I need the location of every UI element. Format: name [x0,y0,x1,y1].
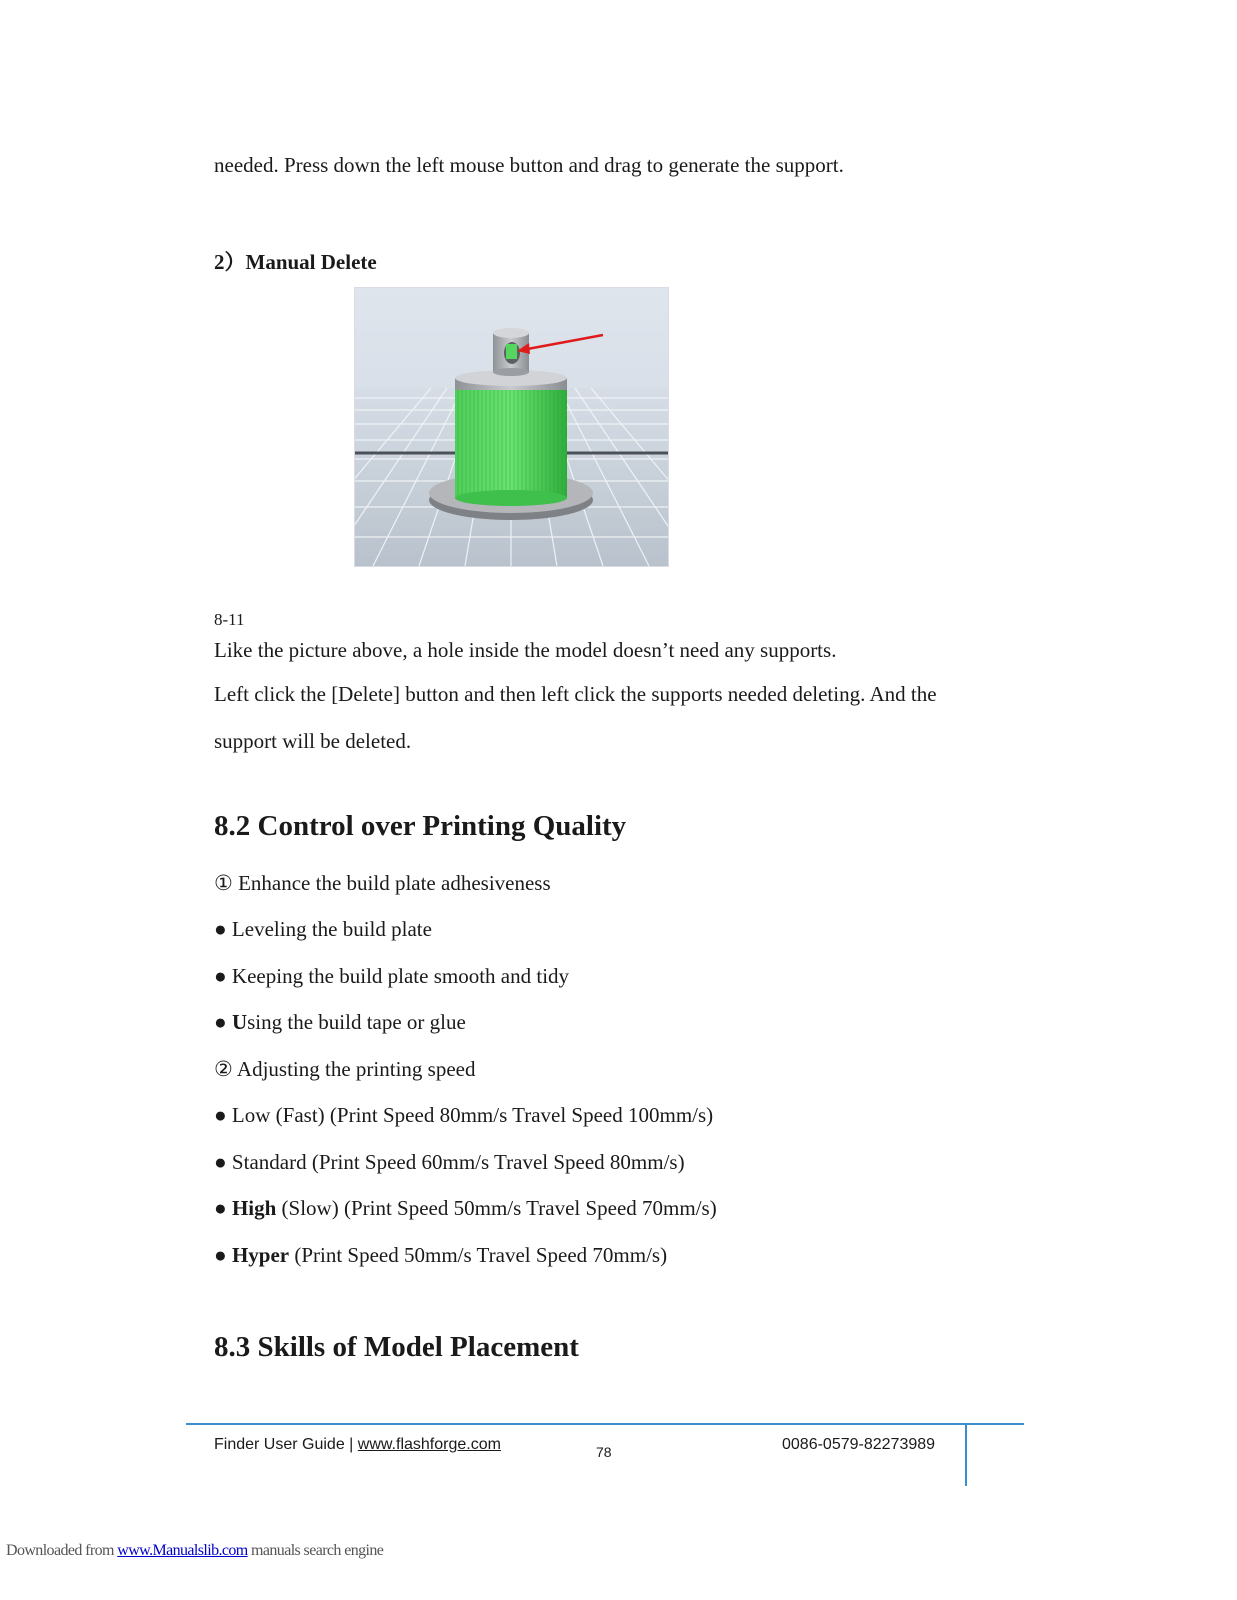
manual-delete-figure [354,287,669,567]
list-item-high-text: (Slow) (Print Speed 50mm/s Travel Speed 70mm/s) [276,1196,717,1220]
footer-vertical-rule [965,1424,967,1486]
manualslib-link[interactable]: www.Manualslib.com [117,1542,248,1559]
paragraph-hole: Like the picture above, a hole inside the model doesn’t need any supports. [214,638,837,662]
heading-control-quality: 8.2 Control over Printing Quality [214,810,627,842]
figure-caption: 8-11 [214,610,245,629]
list-item-standard: ● Standard (Print Speed 60mm/s Travel Speed 80mm/s) [214,1150,685,1174]
manual-delete-heading: 2）Manual Delete [214,250,377,274]
list-item-tape-text: sing the build tape or glue [247,1010,466,1034]
list-item-adhesiveness: ① Enhance the build plate adhesiveness [214,871,551,895]
paragraph-delete-2: support will be deleted. [214,729,412,753]
list-item-leveling: ● Leveling the build plate [214,917,432,941]
list-item-hyper [214,1243,667,1267]
bullet: ● [214,1010,232,1034]
download-suffix: manuals search engine [247,1542,384,1559]
footer-phone: 0086-0579-82273989 [782,1436,936,1453]
speed-name-hyper: Hyper [231,1243,290,1267]
bullet: ● [214,1196,232,1220]
list-item-smooth: ● Keeping the build plate smooth and tidy [214,964,570,988]
footer-guide-label: Finder User Guide | [214,1436,358,1453]
page-number: 78 [596,1444,612,1460]
list-item-low: ● Low (Fast) (Print Speed 80mm/s Travel Speed 100mm/s) [214,1103,714,1127]
footer-guide [214,1436,501,1454]
heading-model-placement: 8.3 Skills of Model Placement [214,1331,579,1363]
list-item-tape [214,1010,466,1034]
list-item-speed: ② Adjusting the printing speed [214,1057,476,1081]
speed-name-high: High [231,1196,277,1220]
footer-website-link[interactable]: www.flashforge.com [357,1436,501,1453]
download-prefix: Downloaded from [6,1542,118,1559]
footer-rule [186,1423,1024,1425]
bullet: ● [214,1243,232,1267]
list-item-hyper-text: (Print Speed 50mm/s Travel Speed 70mm/s) [289,1243,668,1267]
list-item-high [214,1196,717,1220]
paragraph-delete-1: Left click the [Delete] button and then left click the supports needed deleting. And the [214,682,937,706]
intro-line: needed. Press down the left mouse button and drag to generate the support. [214,153,844,177]
model-support-illustration [355,288,668,566]
bold-letter: U [231,1010,248,1034]
download-notice [6,1542,383,1560]
